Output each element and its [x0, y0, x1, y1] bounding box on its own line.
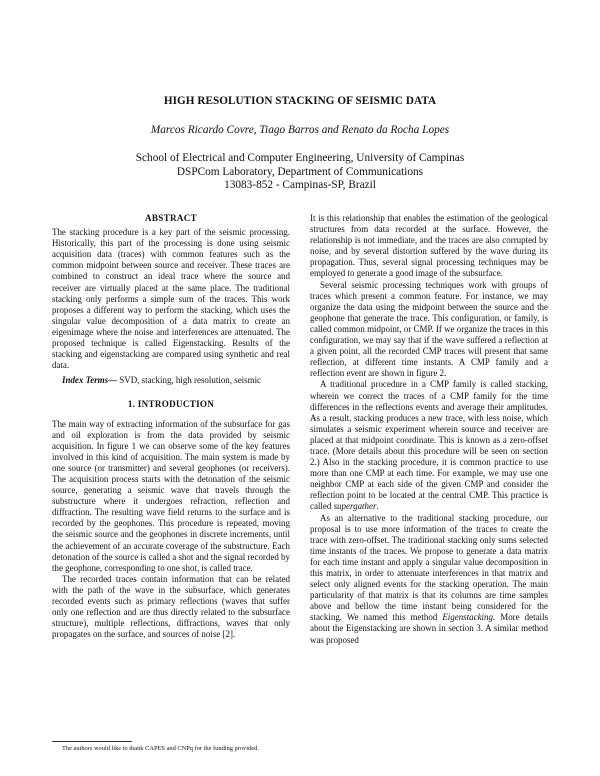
- paper-title: HIGH RESOLUTION STACKING OF SEISMIC DATA: [163, 95, 437, 107]
- right-paragraph-3-text: A traditional procedure in a CMP family is called stacking, wherein we correct the traces of a CMP family for the time differences in the reflections events and average their amplitudes. As a result, stacking produces a new trace, with less noise, which simulates a seismic experiment wherein source and receiver are placed at that midpoint coordinate. This is known as a zero-offset trace. (More details about this procedure will be seen on section 2.) Also in the stacking procedure, it is common practice to use more than one CMP at each time. For example, we may use one neighbor CMP at each side of the given CMP and consider the reflection point to be located at the central CMP. This practice is called: [310, 379, 548, 512]
- affiliation-line-1: School of Electrical and Computer Engineering, University of Campinas: [135, 152, 465, 164]
- paper-authors: Marcos Ricardo Covre, Tiago Barros and Renato da Rocha Lopes: [150, 124, 450, 136]
- right-paragraph-1: It is this relationship that enables the estimation of the geological structures from data recorded at the surface. However, the relationship is not immediate, and the traces are also corrupted by noise, and by several distortion suffered by the wave during its propagation. Thus, several signal processing techniques may be employed to generate a good image of the subsurface.: [310, 213, 548, 279]
- right-paragraph-3-end: .: [376, 501, 379, 512]
- affiliation-block: [0, 152, 600, 193]
- right-column: [310, 213, 548, 646]
- right-paragraph-4-end: . More details about the Eigenstacking are shown in section 3. A similar method was proposed: [310, 612, 548, 645]
- introduction-paragraph-1: The main way of extracting information of the subsurface for gas and oil exploration is from the data provided by seismic acquisition. In figure 1 we can observe some of the key features involved in this kind of acquisition. The main system is made by one source (or transmitter) and several geophones (or receivers). The acquisition process starts with the detonation of the seismic source, generating a seismic wave that travels through the substructure where it undergoes refraction, reflection and diffraction. The resulting wave field returns to the surface and is recorded by the geophones. This procedure is repeated, moving the seismic source and the geophones in discrete increments, until the achievement of an accurate coverage of the substructure. Each detonation of the source is called a shot and the signal recorded by the geophone, corresponding to one shot, is called trace.: [52, 418, 290, 573]
- footnote-divider: [52, 741, 132, 742]
- right-paragraph-2: Several seismic processing techniques work with groups of traces which present a common feature. For instance, we may organize the data using the midpoint between the source and the geophone that generate the trace. This configuration, or family, is called common midpoint, or CMP. If we organize the traces in this configuration, we may say that if the wave suffered a reflection at a given point, all the recorded CMP traces will present that same reflection, at different time instants. A CMP family and a reflection event are shown in figure 2.: [310, 279, 548, 379]
- index-terms-text: SVD, stacking, high resolution, seismic: [117, 375, 262, 386]
- index-terms-label: Index Terms—: [62, 375, 118, 386]
- left-column: [52, 213, 290, 640]
- eigenstacking-term: Eigenstacking: [442, 612, 493, 623]
- abstract-heading: ABSTRACT: [145, 213, 197, 223]
- right-paragraph-3: [310, 379, 548, 512]
- index-terms: [52, 375, 290, 386]
- funding-footnote: The authors would like to thank CAPES and CNPq for the funding provided.: [62, 745, 259, 752]
- introduction-heading: 1. INTRODUCTION: [127, 399, 215, 410]
- affiliation-line-3: 13083-852 - Campinas-SP, Brazil: [224, 179, 376, 192]
- affiliation-line-2: DSPCom Laboratory, Department of Communications: [176, 165, 424, 178]
- right-paragraph-4-text: As an alternative to the traditional stacking procedure, our proposal is to use more information of the traces to create the trace with zero-offset. The traditional stacking only sums selected time instants of the traces. We propose to generate a data matrix for each time instant and apply a singular value decomposition in this matrix, in order to attenuate interferences in that matrix and select only aligned events for the stacking operation. The main particularity of that matrix is that its columns are time samples above and bellow the time instant being considered for the stacking. We named this method: [310, 512, 548, 623]
- right-paragraph-4: [310, 513, 548, 646]
- abstract-text: The stacking procedure is a key part of the seismic processing. Historically, this part of the processing is done using seismic acquisition data (traces) with common features such as the common midpoint between source and receiver. These traces are combined to construct an ideal trace where the source and receiver are virtually placed at the same place. The traditional stacking only performs a simple sum of the traces. This work proposes a different way to perform the stacking, which uses the singular value decomposition of a data matrix to create an eigenimage where the noise and interferences are attenuated. The proposed technique is called Eigenstacking. Results of the stacking and eigenstacking are compared using synthetic and real data.: [52, 227, 290, 371]
- supergather-term: supergather: [333, 501, 377, 512]
- introduction-paragraph-2: The recorded traces contain information that can be related with the path of the wave in the subsurface, which generates recorded events such as primary reflections (waves that suffer only one reflection and are thus directly related to the subsurface structure), multiple reflections, diffractions, waves that only propagates on the surface, and sources of noise [2].: [52, 573, 290, 640]
